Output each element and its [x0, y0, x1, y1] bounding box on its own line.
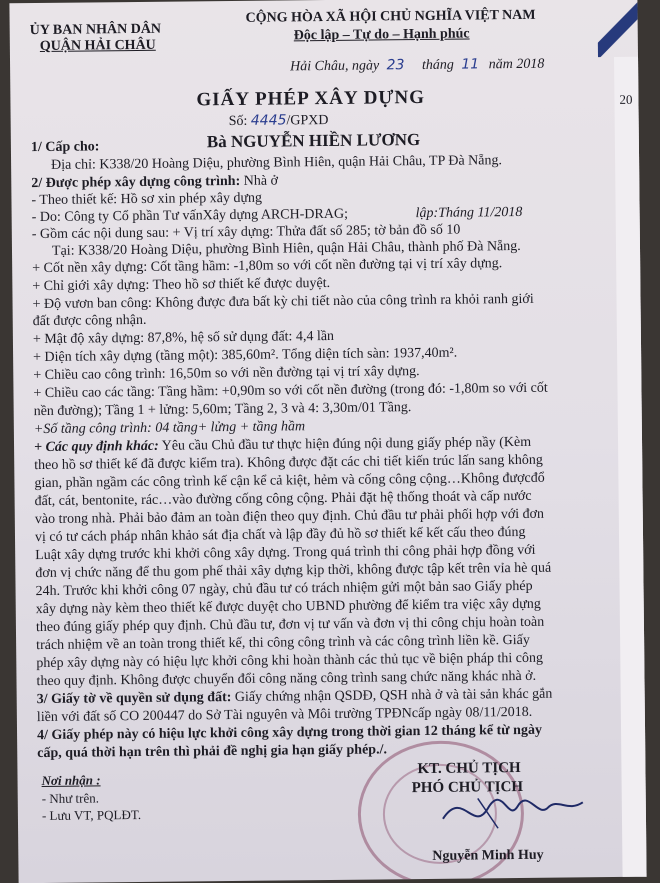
section4-line2: cấp, quá thời hạn trên thì phải đề nghị gia hạn giấy phép./. [37, 742, 388, 762]
balcony-rule-cont: đất được công nhận. [32, 312, 147, 330]
building-height: + Chiều cao công trình: 16,50m so với nền đường tại vị trí xây dựng. [33, 364, 420, 384]
balcony-rule: + Độ vươn ban công: Không được đưa bất kỳ chi tiết nào của công trình ra khỏi ranh giới [32, 291, 534, 313]
density: + Mật độ xây dựng: 87,8%, hệ số sử dụng đất: 4,4 lần [32, 328, 335, 348]
number-suffix: /GPXD [286, 112, 329, 129]
rules-line-13: theo quy định. Không được chuyển đổi công năng công trình sang chức năng khác nhà ở. [36, 668, 537, 690]
recipients-label: Nơi nhận : [41, 772, 101, 789]
next-page-edge [614, 57, 647, 883]
rules-line-3: đất, cát, bentonite, rác…vào đường cống công cộng. Phải đặt hệ thống thoát và cấp nước [34, 488, 532, 510]
rules-line-2: gian, phần ngầm các công trình kế cận kể cả kiệt, hẻm và cống công cộng…Không đượcđổ [34, 470, 545, 492]
design-date: lập:Tháng 11/2018 [415, 204, 523, 222]
permit-number [229, 112, 329, 130]
rules-line-11: trách nhiệm về an toàn trong thiết kế, thi công công trình và các công trình liền kề. Giấy [36, 632, 530, 654]
rules-text-0: Yêu cầu Chủ đầu tư thực hiện đúng nội dung giấy phép nầy (Kèm [161, 434, 532, 454]
number-value: 4445 [250, 112, 287, 129]
date-month-label: tháng [421, 57, 454, 73]
rules-line-7: đơn vị chức năng để thu gom phế thải xây dựng kịp thời, không được tập kết trên vỉa hè quá [35, 560, 552, 582]
location-address: Tại: K338/20 Hoàng Diệu, phường Bình Hiên, quận Hải Châu, thành phố Đà Nẵng. [51, 238, 521, 259]
recipient-2: - Lưu VT, PQLĐT. [41, 806, 142, 824]
rules-line-4: vào trong nhà. Phải bảo đảm an toàn điện theo quy định. Chủ đầu tư phải phối hợp với đơn [34, 506, 545, 528]
permit-document [9, 0, 646, 883]
date-year: năm 2018 [488, 56, 545, 73]
edge-page-number: 20 [619, 91, 633, 107]
rules-line-12: phép xây dựng này có hiệu lực khởi công khi hoàn thành các thủ tục về biện pháp thi công [36, 650, 544, 672]
rules-line-8: 24h. Trước khi khởi công 07 ngày, chủ đầu tư có trách nhiệm gửi một bản sao Giấy phép [35, 578, 533, 600]
floor-heights-cont: nền đường); Tầng 1 + lửng: 5,60m; Tầng 2, 3 và 4: 3,30m/01 Tầng. [33, 400, 412, 420]
date-day: 23 [386, 57, 405, 74]
rules-line-10: theo đúng giấy phép quy định. Chủ đầu tư, đơn vị tư vấn và đơn vị thi công chịu hoàn toàn [35, 614, 545, 636]
section3-line2: liền với đất số CO 200447 do Sở Tài nguyên và Môi trường TPĐNcấp ngày 08/11/2018. [36, 704, 533, 726]
section1-label: 1/ Cấp cho: [30, 139, 100, 156]
design-basis: - Theo thiết kế: Hồ sơ xin phép xây dựng [31, 190, 263, 209]
rules-line-9: xây dựng này kèm theo thiết kế được duyệt cho UBND phường để kiểm tra việc xây dựng [35, 596, 541, 618]
date-month: 11 [461, 56, 480, 73]
agency-line1: ỦY BAN NHÂN DÂN [29, 21, 162, 39]
section3-text: Giấy chứng nhận QSDĐ, QSH nhà ở và tài sản khác gắn [234, 686, 553, 705]
agency-line2: QUẬN HẢI CHÂU [39, 37, 156, 54]
country-line2: Độc lập – Tự do – Hạnh phúc [293, 26, 470, 44]
section3-label: 3/ Giấy tờ về quyền sử dụng đất: [36, 690, 232, 708]
location-line: - Gồm các nội dung sau: + Vị trí xây dựng: Thửa đất số 285; tờ bản đồ số 10 [31, 222, 461, 243]
signature-icon [438, 777, 589, 839]
floor-area: + Diện tích xây dựng (tầng một): 385,60m². Tổng diện tích sàn: 1937,40m². [33, 345, 458, 366]
floor-heights: + Chiều cao các tầng: Tầng hầm: +0,90m so với cốt nền đường (trong đó: -1,80m so với cốt [33, 380, 548, 402]
page-title: GIẤY PHÉP XÂY DỰNG [196, 86, 426, 111]
issue-date [290, 56, 544, 76]
section4-line1: 4/ Giấy phép này có hiệu lực khởi công xây dựng trong thời gian 12 tháng kể từ ngày [37, 722, 543, 744]
section2-label: 2/ Được phép xây dựng công trình: [31, 173, 241, 192]
number-prefix: Số: [228, 113, 248, 130]
signer-name: Nguyễn Minh Huy [432, 847, 544, 864]
date-prefix: Hải Châu, ngày [290, 58, 380, 75]
rules-line-5: vị có tư cách pháp nhân khảo sát địa chất và lập đầy đủ hồ sơ thiết kế kết cấu theo đúng [34, 524, 526, 546]
recipient-address: Địa chỉ: K338/20 Hoàng Diệu, phường Bình Hiên, quận Hải Châu, TP Đà Nẵng. [51, 153, 503, 173]
building-line: + Chỉ giới xây dựng: Theo hồ sơ thiết kế được duyệt. [32, 275, 331, 295]
designer: - Do: Công ty Cổ phần Tư vấnXây dựng ARCH-DRAG; [31, 206, 349, 226]
section2-type: Nhà ở [243, 173, 279, 189]
sign-role: PHÓ CHỦ TỊCH [411, 778, 524, 797]
ground-level: + Cốt nền xây dựng: Cốt tầng hầm: -1,80m so với cốt nền đường tại vị trí xây dựng. [32, 256, 503, 277]
rules-label: + Các quy định khác: [33, 438, 159, 456]
recipient-name: Bà NGUYỄN HIỀN LƯƠNG [206, 130, 421, 152]
country-line1: CỘNG HÒA XÃ HỘI CHỦ NGHĨA VIỆT NAM [245, 7, 536, 26]
section2-heading [31, 174, 278, 193]
floor-count: +Số tầng công trình: 04 tầng+ lửng + tầng hầm [33, 419, 306, 438]
recipient-1: - Như trên. [41, 790, 100, 807]
rules-line-6: Luật xây dựng trước khi khởi công xây dựng. Trong quá trình thi công phải hợp đồng với [35, 542, 536, 564]
sign-kt: KT. CHỦ TỊCH [417, 760, 521, 778]
rules-line-1: theo hồ sơ thiết kế đã được kiểm tra). Không được đặt các chi tiết kiến trúc lấn sang không [34, 452, 543, 474]
folder-edge [597, 0, 638, 57]
